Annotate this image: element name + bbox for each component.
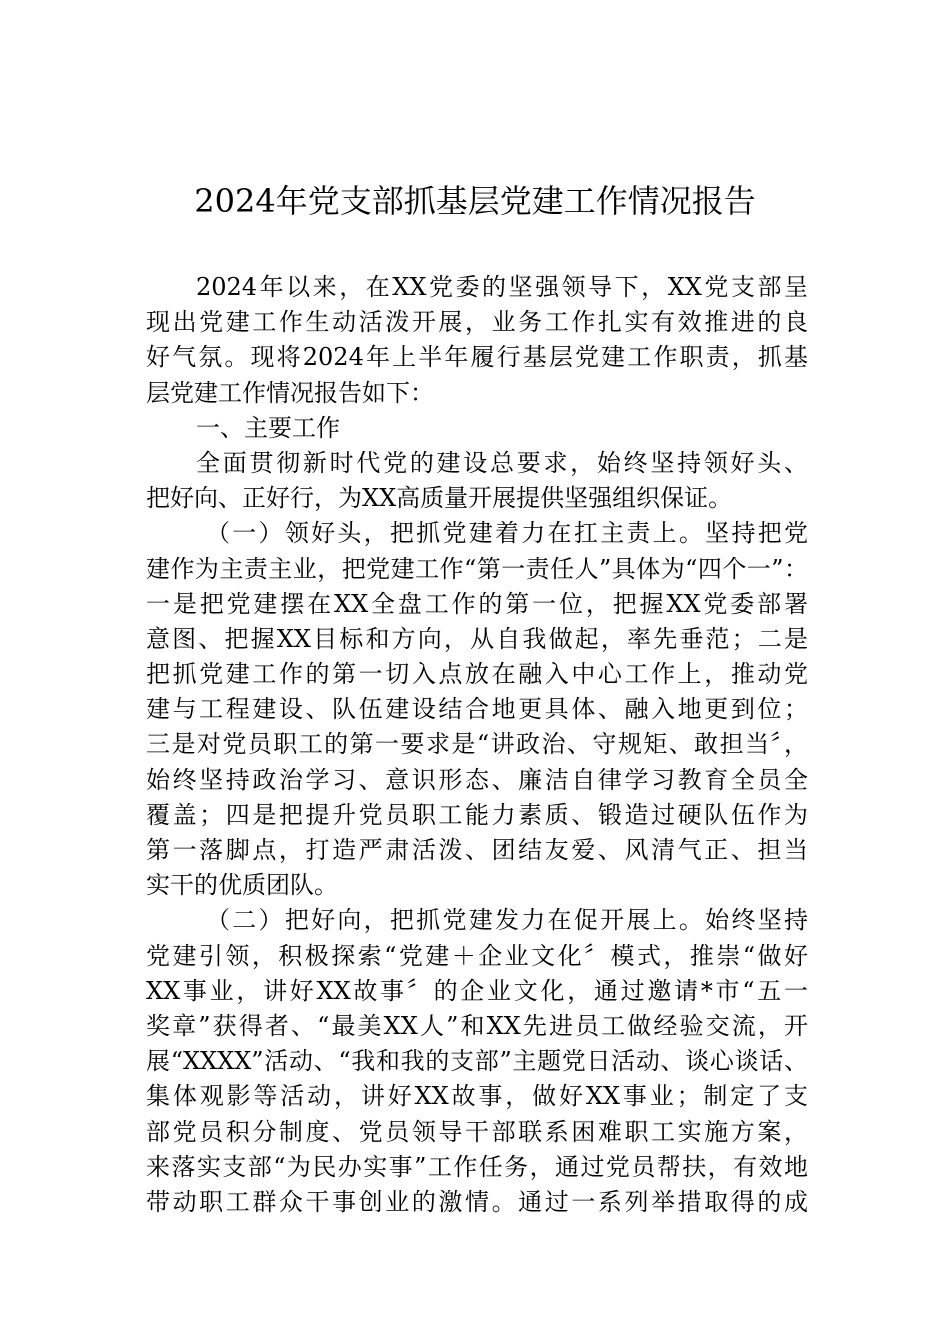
paragraph-line: 现出党建工作生动活泼开展，业务工作扎实有效推进的良 xyxy=(146,308,808,337)
paragraph-line: 建作为主责主业，把党建工作“第一责任人”具体为“四个一”： xyxy=(146,554,808,583)
paragraph-line: 一是把党建摆在XX全盘工作的第一位，把握XX党委部署 xyxy=(146,589,808,618)
paragraph-line: 全面贯彻新时代党的建设总要求，始终坚持领好头、 xyxy=(196,448,808,477)
paragraph-line: 党建引领，积极探索“党建＋企业文化〞模式，推崇“做好 xyxy=(146,941,808,970)
paragraph-line: 来落实支部“为民办实事”工作任务，通过党员帮扶，有效地 xyxy=(146,1152,808,1181)
paragraph-line: 好气氛。现将2024年上半年履行基层党建工作职责，抓基 xyxy=(146,343,808,372)
paragraph-line: 三是对党员职工的第一要求是“讲政治、守规矩、敢担当〞， xyxy=(146,730,808,759)
paragraph-line: 奖章”获得者、“最美XX人”和XX先进员工做经验交流，开 xyxy=(146,1011,808,1040)
paragraph-line: 建与工程建设、队伍建设结合地更具体、融入地更到位； xyxy=(146,695,808,724)
paragraph-line: 把抓党建工作的第一切入点放在融入中心工作上，推动党 xyxy=(146,660,808,689)
paragraph-line: 意图、把握XX目标和方向，从自我做起，率先垂范；二是 xyxy=(146,624,808,653)
paragraph-line: 覆盖；四是把提升党员职工能力素质、锻造过硬队伍作为 xyxy=(146,800,808,829)
paragraph-line: 始终坚持政治学习、意识形态、廉洁自律学习教育全员全 xyxy=(146,765,808,794)
paragraph-line: 带动职工群众干事创业的激情。通过一系列举措取得的成 xyxy=(146,1187,808,1216)
paragraph-line: （一）领好头，把抓党建着力在扛主责上。坚持把党 xyxy=(206,519,808,548)
document-body xyxy=(146,270,808,1220)
paragraph-line: 部党员积分制度、党员领导干部联系困难职工实施方案， xyxy=(146,1117,808,1146)
paragraph-line: 第一落脚点，打造严肃活泼、团结友爱、风清气正、担当 xyxy=(146,836,808,864)
paragraph-line: XX事业，讲好XX故事〞的企业文化，通过邀请*市“五一 xyxy=(146,976,808,1005)
paragraph-line: （二）把好向，把抓党建发力在促开展上。始终坚持 xyxy=(206,906,808,935)
paragraph-line: 层党建工作情况报告如下： xyxy=(146,378,434,407)
paragraph-line: 实干的优质团队。 xyxy=(146,871,338,900)
paragraph-line: 集体观影等活动，讲好XX故事，做好XX事业；制定了支 xyxy=(146,1082,808,1111)
paragraph-line: 展“XXXX”活动、“我和我的支部”主题党日活动、谈心谈话、 xyxy=(146,1047,808,1076)
section-heading: 一、主要工作 xyxy=(196,413,340,442)
paragraph-line: 2024年以来，在XX党委的坚强领导下，XX党支部呈 xyxy=(196,273,808,301)
document-title: 2024年党支部抓基层党建工作情况报告 xyxy=(194,182,756,220)
paragraph-line: 把好向、正好行，为XX高质量开展提供坚强组织保证。 xyxy=(146,484,733,513)
